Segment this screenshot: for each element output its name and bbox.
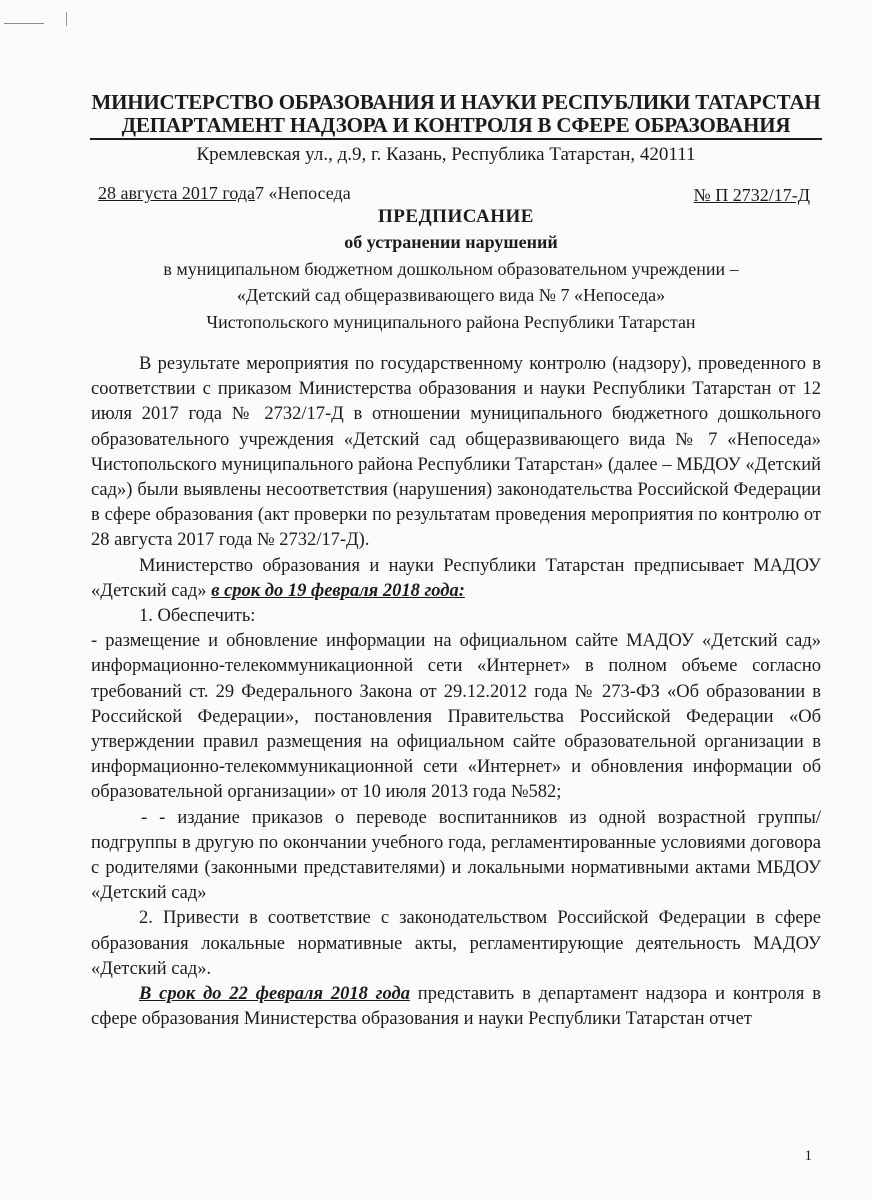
date-overprint: 7 «Непоседа (255, 183, 351, 203)
deadline-1: в срок до 19 февраля 2018 года: (211, 580, 465, 601)
institution-line: «Детский сад общеразвивающего вида № 7 «Непоседа» (236, 285, 666, 305)
document-number: № П 2732/17-Д (693, 185, 810, 205)
paragraph-findings: В результате мероприятия по государственному контролю (надзору), проведенного в соответствии с приказом Министерства образования и науки Республики Татарстан от 12 июля 2017 года № 2732/17-Д в отношении муниципального бюджетного дошкольного образовательного учреждения «Детский сад общеразвивающего вида № 7 «Непоседа» Чистопольского муниципального района Республики Татарстан» (далее – МБДОУ «Детский сад») были выявлены несоответствия (нарушения) законодательства Российской Федерации в сфере образования (акт проверки по результатам проведения мероприятия по контролю от 28 августа 2017 года № 2732/17-Д). (91, 354, 821, 551)
ministry-title: МИНИСТЕРСТВО ОБРАЗОВАНИЯ И НАУКИ РЕСПУБЛИКИ ТАТАРСТАН (91, 90, 821, 114)
item-1: 1. Обеспечить: (139, 606, 256, 627)
prescription-text: Министерство образования и науки Республики Татарстан предписывает МАДОУ «Детский сад» (91, 555, 821, 601)
bullet-website: - размещение и обновление информации на официальном сайте МАДОУ «Детский сад» информационно-телекоммуникационной сети «Интернет» в полном объеме согласно требований ст. 29 Федерального Закона от 29.12.2012 года № 273-ФЗ «Об образовании в Российской Федерации», постановления Правительства Российской Федерации «Об утверждении правил размещения на официальном сайте образовательной организации в информационно-телекоммуникационной сети «Интернет» и обновления информации об образовательной организации» от 10 июля 2013 года №582; (91, 631, 821, 803)
document-subject: об устранении нарушений (344, 232, 558, 252)
paragraph-prescription (91, 554, 821, 604)
report-text: представить в департамент надзора и контроля в сфере образования Министерства образования и науки Республики Татарстан отчет (91, 984, 822, 1030)
institution-line: Чистопольского муниципального района Республики Татарстан (206, 312, 696, 332)
document-body (91, 352, 821, 1032)
document-date: 28 августа 2017 года (98, 183, 255, 203)
page-number: 1 (804, 1148, 812, 1164)
address-line: Кремлевская ул., д.9, г. Казань, Республика Татарстан, 420111 (196, 144, 696, 165)
institution-line: в муниципальном бюджетном дошкольном образовательном учреждении – (163, 259, 739, 279)
deadline-2: В срок до 22 февраля 2018 года (139, 984, 410, 1005)
department-title: ДЕПАРТАМЕНТ НАДЗОРА И КОНТРОЛЯ В СФЕРЕ ОБРАЗОВАНИЯ (121, 113, 791, 137)
document-type: ПРЕДПИСАНИЕ (378, 206, 534, 227)
paragraph-report (91, 982, 821, 1032)
scan-corner-mark (4, 12, 68, 30)
item-2: 2. Привести в соответствие с законодательством Российской Федерации в сфере образования локальные нормативные акты, регламентирующие деятельность МАДОУ «Детский сад». (91, 908, 821, 979)
header-divider (90, 138, 822, 140)
date-line (98, 183, 351, 204)
bullet-orders: - - издание приказов о переводе воспитанников из одной возрастной группы/подгруппы в другую по окончании учебного года, регламентированные условиями договора с родителями (законными представителями) и локальными нормативными актами МБДОУ «Детский сад» (91, 807, 821, 904)
